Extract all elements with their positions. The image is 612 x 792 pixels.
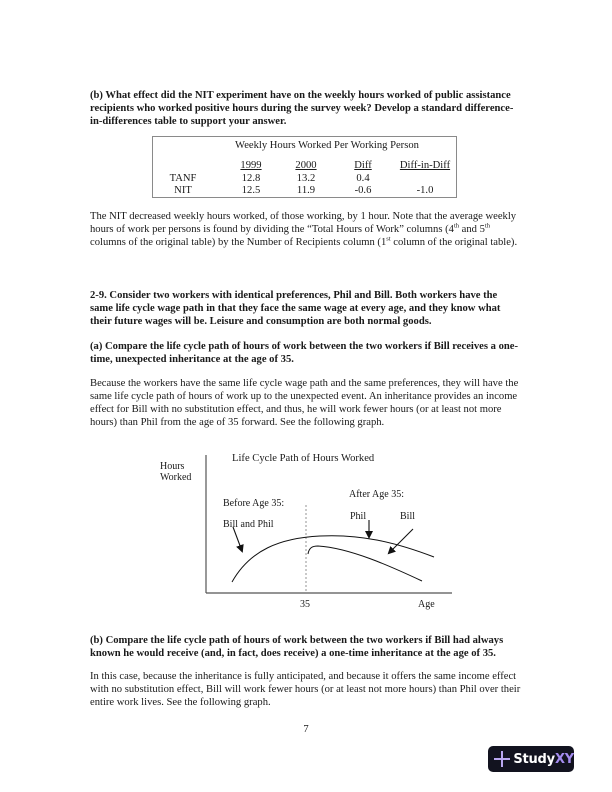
part-b-answer: In this case, because the inheritance is fully anticipated, and because it offers the same income effect with no substitution effect, Bill will work fewer hours (or at least not more hours) than Phil over their entire work lives. See the following graph. bbox=[90, 671, 521, 708]
ordinal-suffix: th bbox=[484, 222, 490, 230]
ordinal-suffix: st bbox=[386, 235, 391, 243]
cell-diff: 0.4 bbox=[356, 173, 370, 184]
brand-text bbox=[513, 752, 574, 767]
part-a-question: (a) Compare the life cycle path of hours of work between the two workers if Bill receives a one-time, unexpected inheritance at the age of 35. bbox=[90, 341, 518, 365]
ordinal-suffix: th bbox=[453, 222, 459, 230]
bill-and-phil-label: Bill and Phil bbox=[223, 519, 274, 530]
bill-label: Bill bbox=[400, 511, 416, 522]
answer-b-part: The NIT decreased weekly hours worked, of those working, by 1 hour. Note that the average weekly hours of work per persons is found by dividing the “Total Hours of Work” columns (4 bbox=[90, 211, 517, 235]
part-a-answer: Because the workers have the same life cycle wage path and the same preferences, they will have the same life cycle path of hours of work up to the unexpected event. An inheritance provides an income effect for Bill with no substitution effect, and thus, he will work fewer hours (or at least not more hours) than Phil from the age of 35 forward. See the following graph. bbox=[90, 378, 519, 428]
cell-1999: 12.8 bbox=[241, 173, 261, 184]
phil-label: Phil bbox=[350, 511, 367, 522]
answer-b-part: column of the original table). bbox=[390, 237, 518, 248]
graph-title: Life Cycle Path of Hours Worked bbox=[232, 453, 375, 464]
cell-2000: 13.2 bbox=[296, 173, 316, 184]
row-label: TANF bbox=[169, 173, 197, 184]
header-1999: 1999 bbox=[240, 160, 262, 171]
row-label: NIT bbox=[174, 185, 192, 196]
y-axis-label-line2: Worked bbox=[160, 472, 192, 483]
header-diff: Diff bbox=[354, 160, 372, 171]
cell-diff: -0.6 bbox=[354, 185, 372, 196]
y-axis-label-line1: Hours bbox=[160, 461, 185, 472]
header-diff-in-diff: Diff-in-Diff bbox=[399, 160, 451, 171]
brand-accent: XY bbox=[554, 751, 574, 767]
after-age-label: After Age 35: bbox=[349, 489, 404, 500]
answer-b-part: and 5 bbox=[459, 224, 485, 235]
header-2000: 2000 bbox=[295, 160, 317, 171]
bill-arrow bbox=[389, 529, 413, 553]
part-b-question: (b) Compare the life cycle path of hours of work between the two workers if Bill had always known he would receive (and, in fact, does receive) a one-time inheritance at the age of 35. bbox=[90, 635, 504, 659]
cell-diff-in-diff: -1.0 bbox=[416, 185, 434, 196]
x-tick-35: 35 bbox=[300, 599, 310, 610]
studyxy-watermark[interactable] bbox=[488, 746, 574, 772]
page-number: 7 bbox=[303, 724, 309, 735]
plus-icon bbox=[494, 751, 508, 767]
phil-curve bbox=[232, 536, 434, 582]
x-axis-label: Age bbox=[418, 599, 435, 610]
problem-2-9-statement: 2-9. Consider two workers with identical preferences, Phil and Bill. Both workers have the same life cycle wage path in that they face the same wage at every age, and they know what their future wages will be. Leisure and consumption are both normal goods. bbox=[90, 290, 501, 327]
question-b-text: (b) What effect did the NIT experiment have on the weekly hours worked of public assistance recipients who worked positive hours during the survey week? Develop a standard difference-in-differences table to support your answer. bbox=[90, 90, 514, 127]
table-title: Weekly Hours Worked Per Working Person bbox=[235, 140, 419, 151]
bill-curve bbox=[308, 546, 422, 581]
cell-1999: 12.5 bbox=[241, 185, 261, 196]
answer-b-part: columns of the original table) by the Number of Recipients column (1 bbox=[90, 237, 387, 248]
cell-2000: 11.9 bbox=[296, 185, 316, 196]
before-age-label: Before Age 35: bbox=[223, 498, 285, 509]
brand-main: Study bbox=[513, 751, 555, 767]
